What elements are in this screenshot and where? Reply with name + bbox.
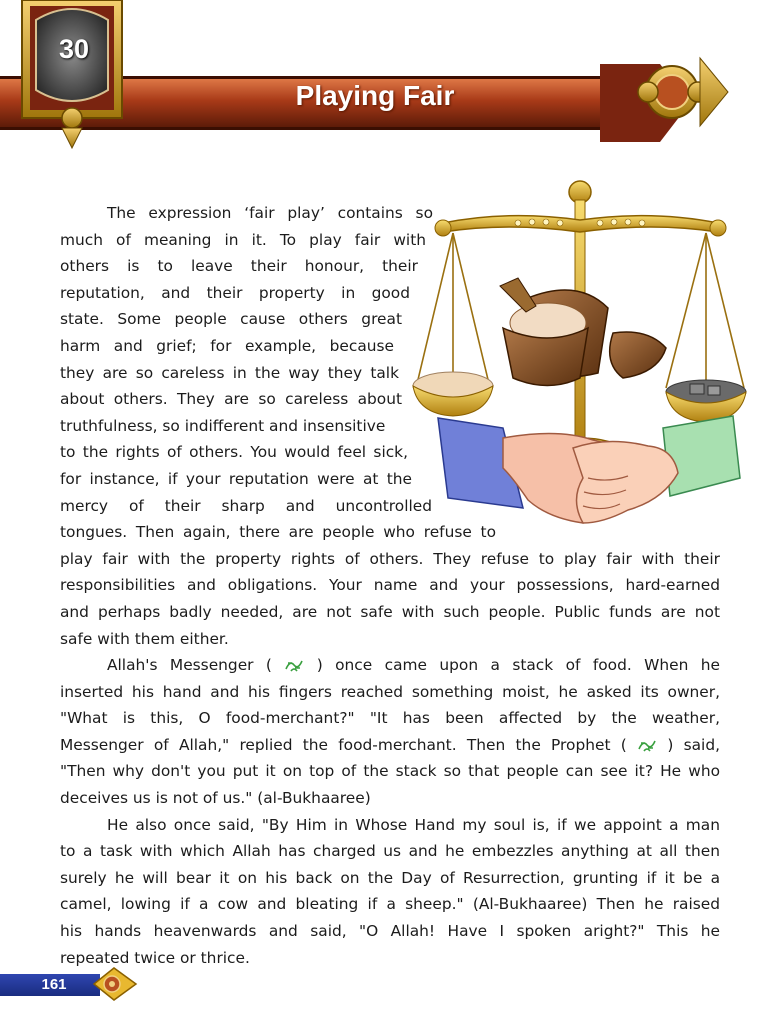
paragraph-line: state. Some people cause others great (60, 310, 402, 329)
paragraph-line (60, 732, 720, 759)
paragraph-line: deceives us is not of us." (al-Bukhaaree) (60, 789, 371, 808)
pbuh-calligraphy-icon (284, 657, 304, 673)
paragraph-line (60, 652, 720, 679)
paragraph-line: mercy of their sharp and uncontrolled (60, 496, 432, 515)
paragraph-line: to a task with which Allah has charged us and he embezzles anything at all then (60, 842, 720, 861)
paragraph-line: safe with them either. (60, 629, 229, 648)
paragraph-line: play fair with the property rights of others. They refuse to play fair with their (60, 549, 720, 568)
paragraph-line: they are so careless in the way they talk (60, 363, 399, 382)
paragraph-line: inserted his hand and his fingers reached something moist, he asked its owner, (60, 682, 720, 701)
paragraph-line: and perhaps badly needed, are not safe with such people. Public funds are not (60, 602, 720, 621)
chapter-header (0, 0, 768, 150)
paragraph-line: for instance, if your reputation were at the (60, 469, 412, 488)
paragraph-line: camel, lowing if a cow and bleating if a sheep." (Al-Bukhaaree) Then he raised (60, 895, 720, 914)
line-text: Messenger of Allah," replied the food-merchant. Then the Prophet ( (60, 735, 627, 754)
page-number: 161 (41, 976, 67, 993)
chapter-number: 30 (58, 34, 90, 64)
chapter-body (60, 200, 720, 971)
paragraph-line: his hands heavenwards and said, "O Allah! Have I spoken aright?" This he (60, 922, 720, 941)
paragraph-line: repeated twice or thrice. (60, 948, 250, 967)
footer-ornament-icon (92, 966, 138, 1002)
paragraph-line: tongues. Then again, there are people who refuse to (60, 523, 496, 542)
paragraph-line: harm and grief; for example, because (60, 336, 394, 355)
paragraph-line: about others. They are so careless about (60, 390, 402, 409)
paragraph-line: responsibilities and obligations. Your name and your possessions, hard-earned (60, 576, 720, 595)
paragraph-line: others is to leave their honour, their (60, 257, 418, 276)
line-text: ) said, (667, 735, 720, 754)
paragraph-line: surely he will bear it on his back on the Day of Resurrection, grunting if it be a (60, 868, 720, 887)
pbuh-calligraphy-icon (637, 737, 657, 753)
paragraph-line: The expression ‘fair play’ contains so (107, 204, 433, 222)
line-text: Allah's Messenger ( (107, 656, 272, 675)
paragraph-line: truthfulness, so indifferent and insensitive (60, 416, 386, 435)
paragraph-line: "Then why don't you put it on top of the stack so that people can see it? He who (60, 762, 720, 781)
banner-ornament (0, 0, 768, 150)
paragraph-line: much of meaning in it. To play fair with (60, 230, 426, 249)
line-text: ) once came upon a stack of food. When he (316, 656, 720, 675)
paragraph-line: reputation, and their property in good (60, 283, 410, 302)
paragraph-line: He also once said, "By Him in Whose Hand my soul is, if we appoint a man (107, 815, 720, 834)
paragraph-line: to the rights of others. You would feel sick, (60, 443, 408, 462)
paragraph-line: "What is this, O food-merchant?" "It has been affected by the weather, (60, 709, 720, 728)
chapter-title: Playing Fair (295, 80, 455, 111)
